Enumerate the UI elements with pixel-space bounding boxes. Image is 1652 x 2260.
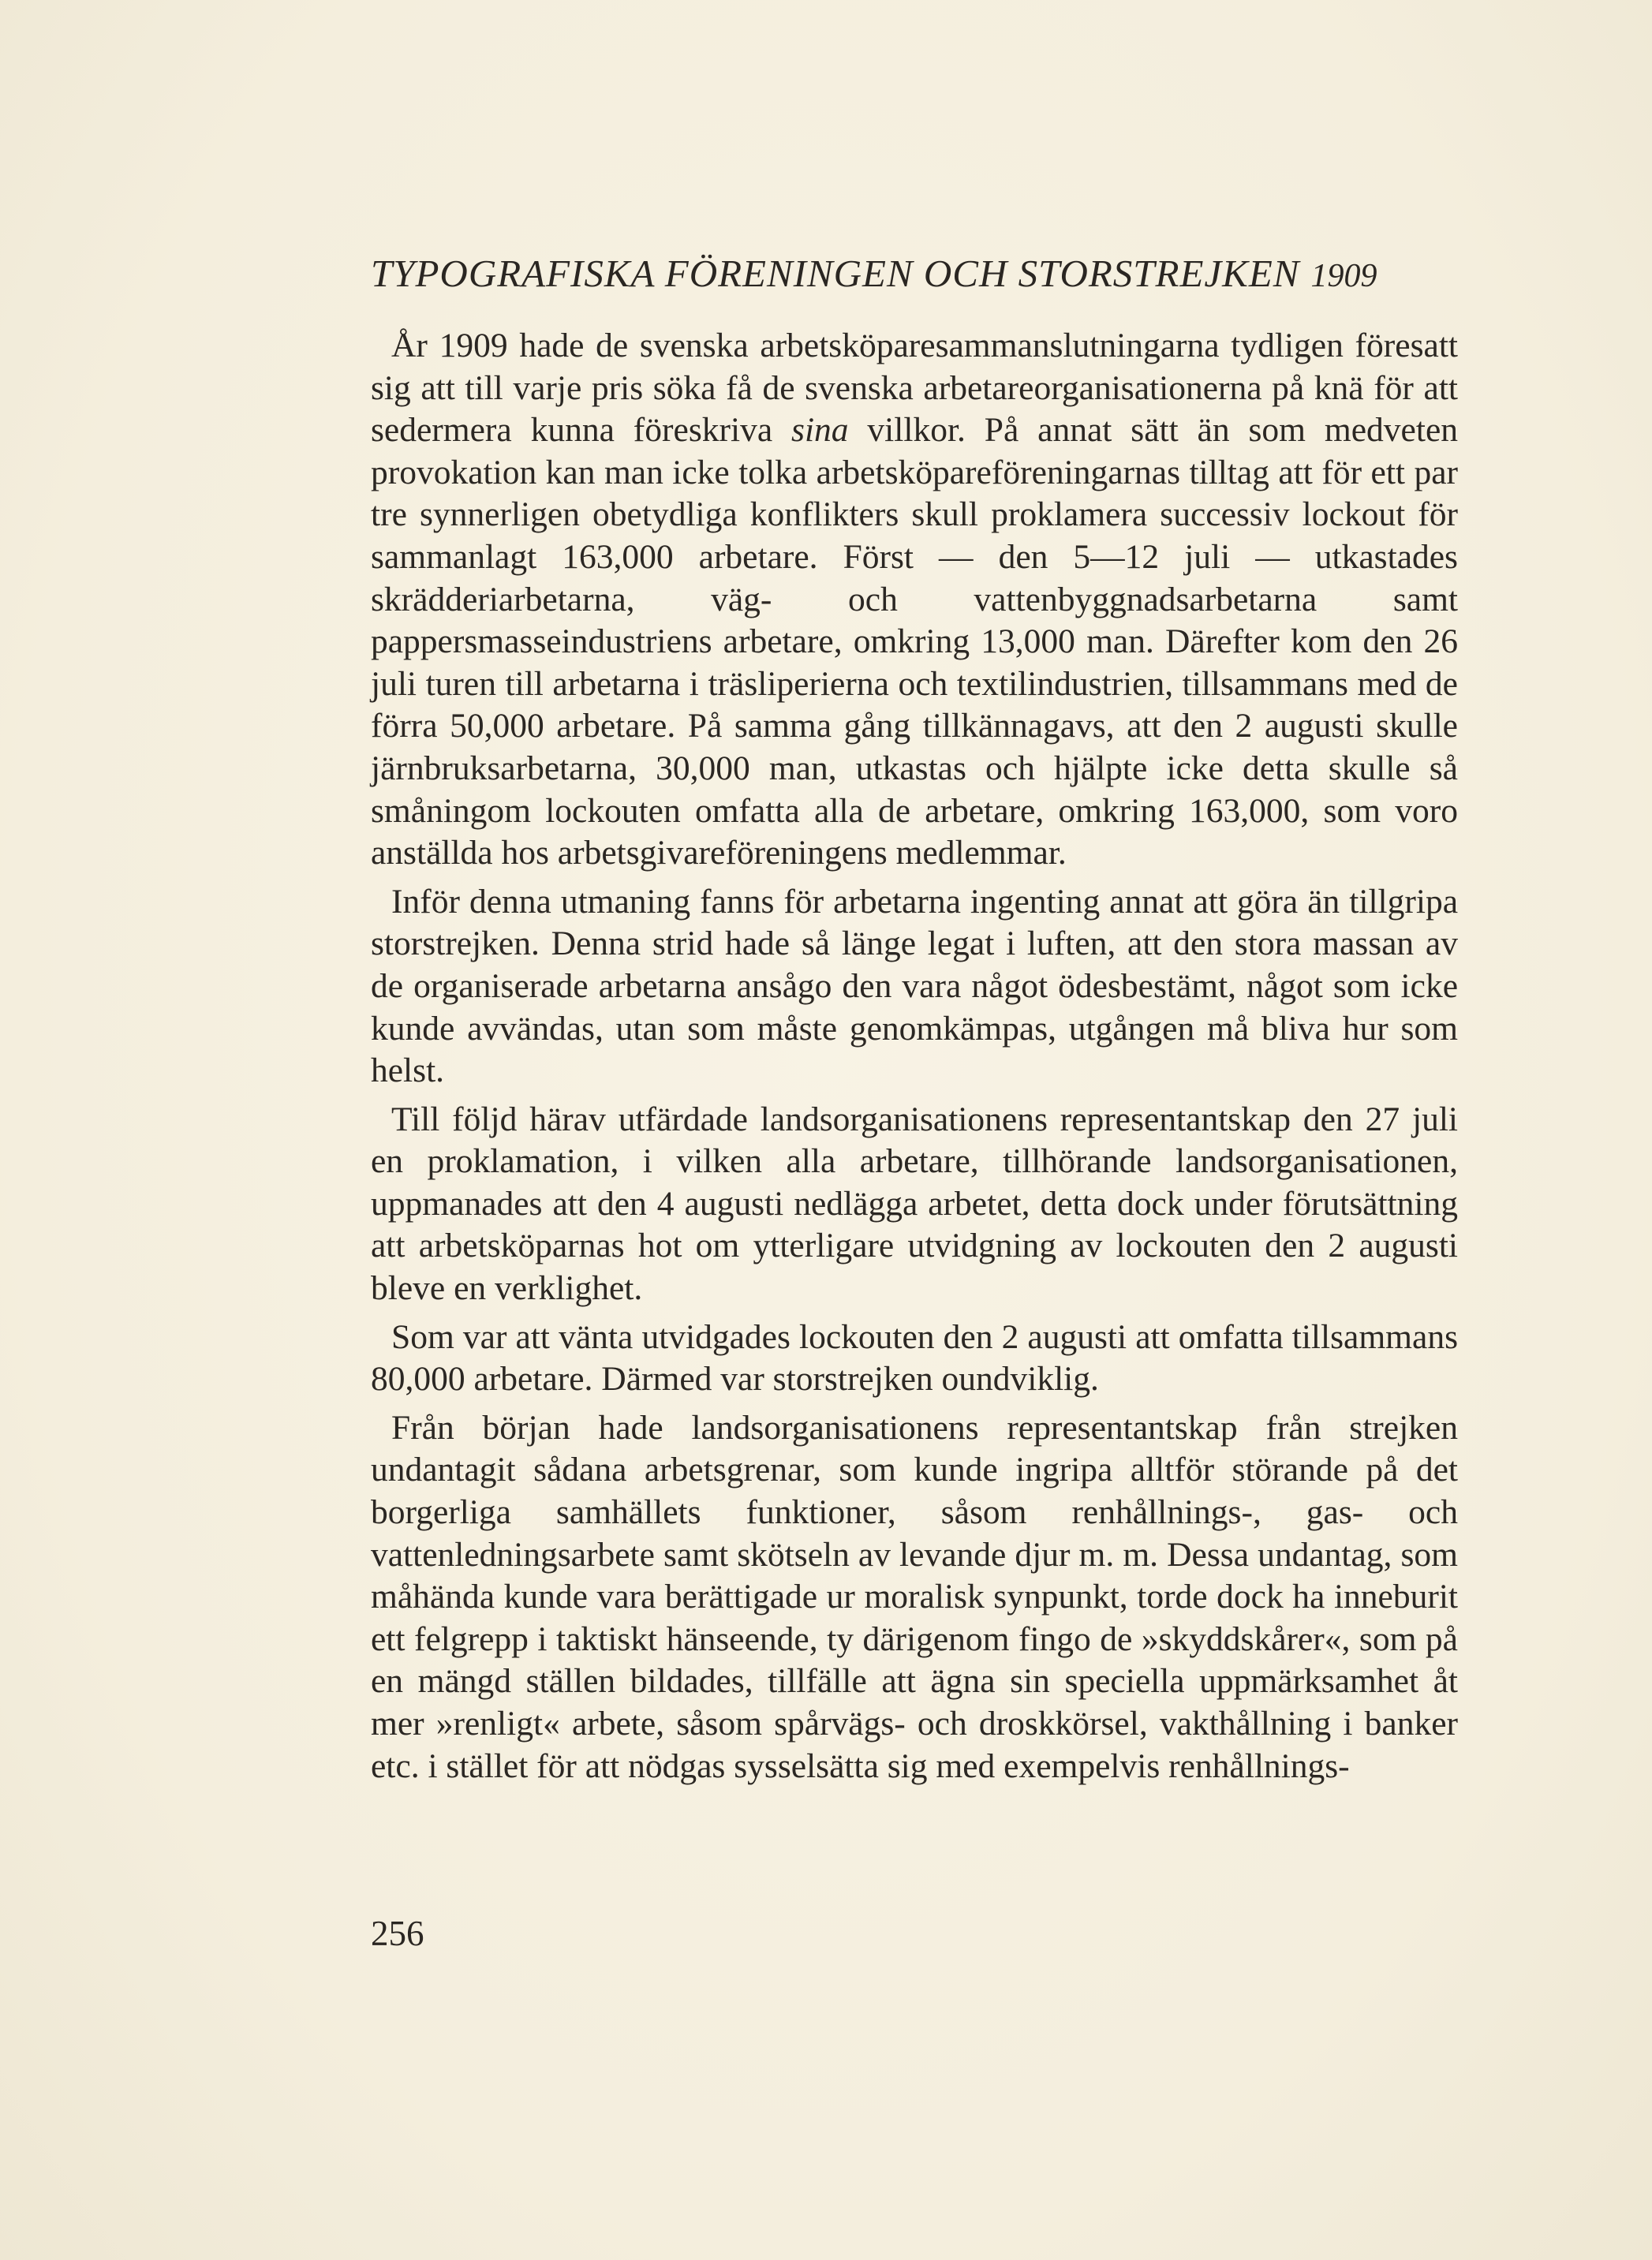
paragraph-2: Inför denna utmaning fanns för arbetarna ingenting annat att göra än tillgripa storstrejken. Denna strid hade så länge legat i luften, att den stora massan av de organiserade arbetarna ansågo den vara något ödesbestämt, något som icke kunde avvändas, utan som måste genomkämpas, utgången må bliva hur som helst. [371, 882, 1458, 1090]
page-number: 256 [371, 1914, 424, 1953]
running-head-title: TYPOGRAFISKA FÖRENINGEN OCH STORSTREJKEN [371, 252, 1300, 295]
paragraph-1 [371, 325, 1458, 875]
running-head [371, 251, 1460, 296]
paragraph-3: Till följd härav utfärdade landsorganisationens representantskap den 27 juli en proklamation, i vilken alla arbetare, tillhörande landsorganisationen, uppmanades att den 4 augusti nedlägga arbetet, detta dock under förutsättning att arbetsköparnas hot om ytterligare utvidgning av lockouten den 2 augusti bleve en verklighet. [371, 1100, 1458, 1308]
running-head-year: 1909 [1310, 258, 1377, 294]
paragraph-1-part-1: År 1909 hade de svenska arbetsköparesammanslutningarna tydligen föresatt sig att till varje pris söka få de svenska arbetareorganisationerna på knä för att sedermera kunna föreskriva [371, 327, 1458, 450]
emphasis-sina: sina [791, 411, 849, 450]
body-text [371, 325, 1458, 1787]
paragraph-4: Som var att vänta utvidgades lockouten den 2 augusti att omfatta tillsammans 80,000 arbetare. Därmed var storstrejken oundviklig. [371, 1317, 1458, 1399]
paragraph-5: Från början hade landsorganisationens representantskap från strejken undantagit sådana arbetsgrenar, som kunde ingripa alltför störande på det borgerliga samhällets funktioner, såsom renhållnings-, gas- och vattenledningsarbete samt skötseln av levande djur m. m. Dessa undantag, som måhända kunde vara berättigade ur moralisk synpunkt, torde dock ha inneburit ett felgrepp i taktiskt hänseende, ty därigenom fingo de »skyddskårer«, som på en mängd ställen bildades, tillfälle att ägna sin speciella uppmärksamhet åt mer »renligt« arbete, såsom spårvägs- och droskkörsel, vakthållning i banker etc. i stället för att nödgas sysselsätta sig med exempelvis renhållnings- [371, 1408, 1458, 1785]
paragraph-1-part-2: villkor. På annat sätt än som medveten provokation kan man icke tolka arbetsköpareföreningarnas tilltag att för ett par tre synnerligen obetydliga konflikters skull proklamera successiv lockout för sammanlagt 163,000 arbetare. Först — den 5—12 juli — utkastades skrädderiarbetarna, väg- och vattenbyggnadsarbetarna samt pappersmasseindustriens arbetare, omkring 13,000 man. Därefter kom den 26 juli turen till arbetarna i träsliperierna och textilindustrien, tillsammans med de förra 50,000 arbetare. På samma gång tillkännagavs, att den 2 augusti skulle järnbruksarbetarna, 30,000 man, utkastas och hjälpte icke detta skulle så småningom lockouten omfatta alla de arbetare, omkring 163,000, som voro anställda hos arbetsgivareföreningens medlemmar. [371, 411, 1458, 872]
